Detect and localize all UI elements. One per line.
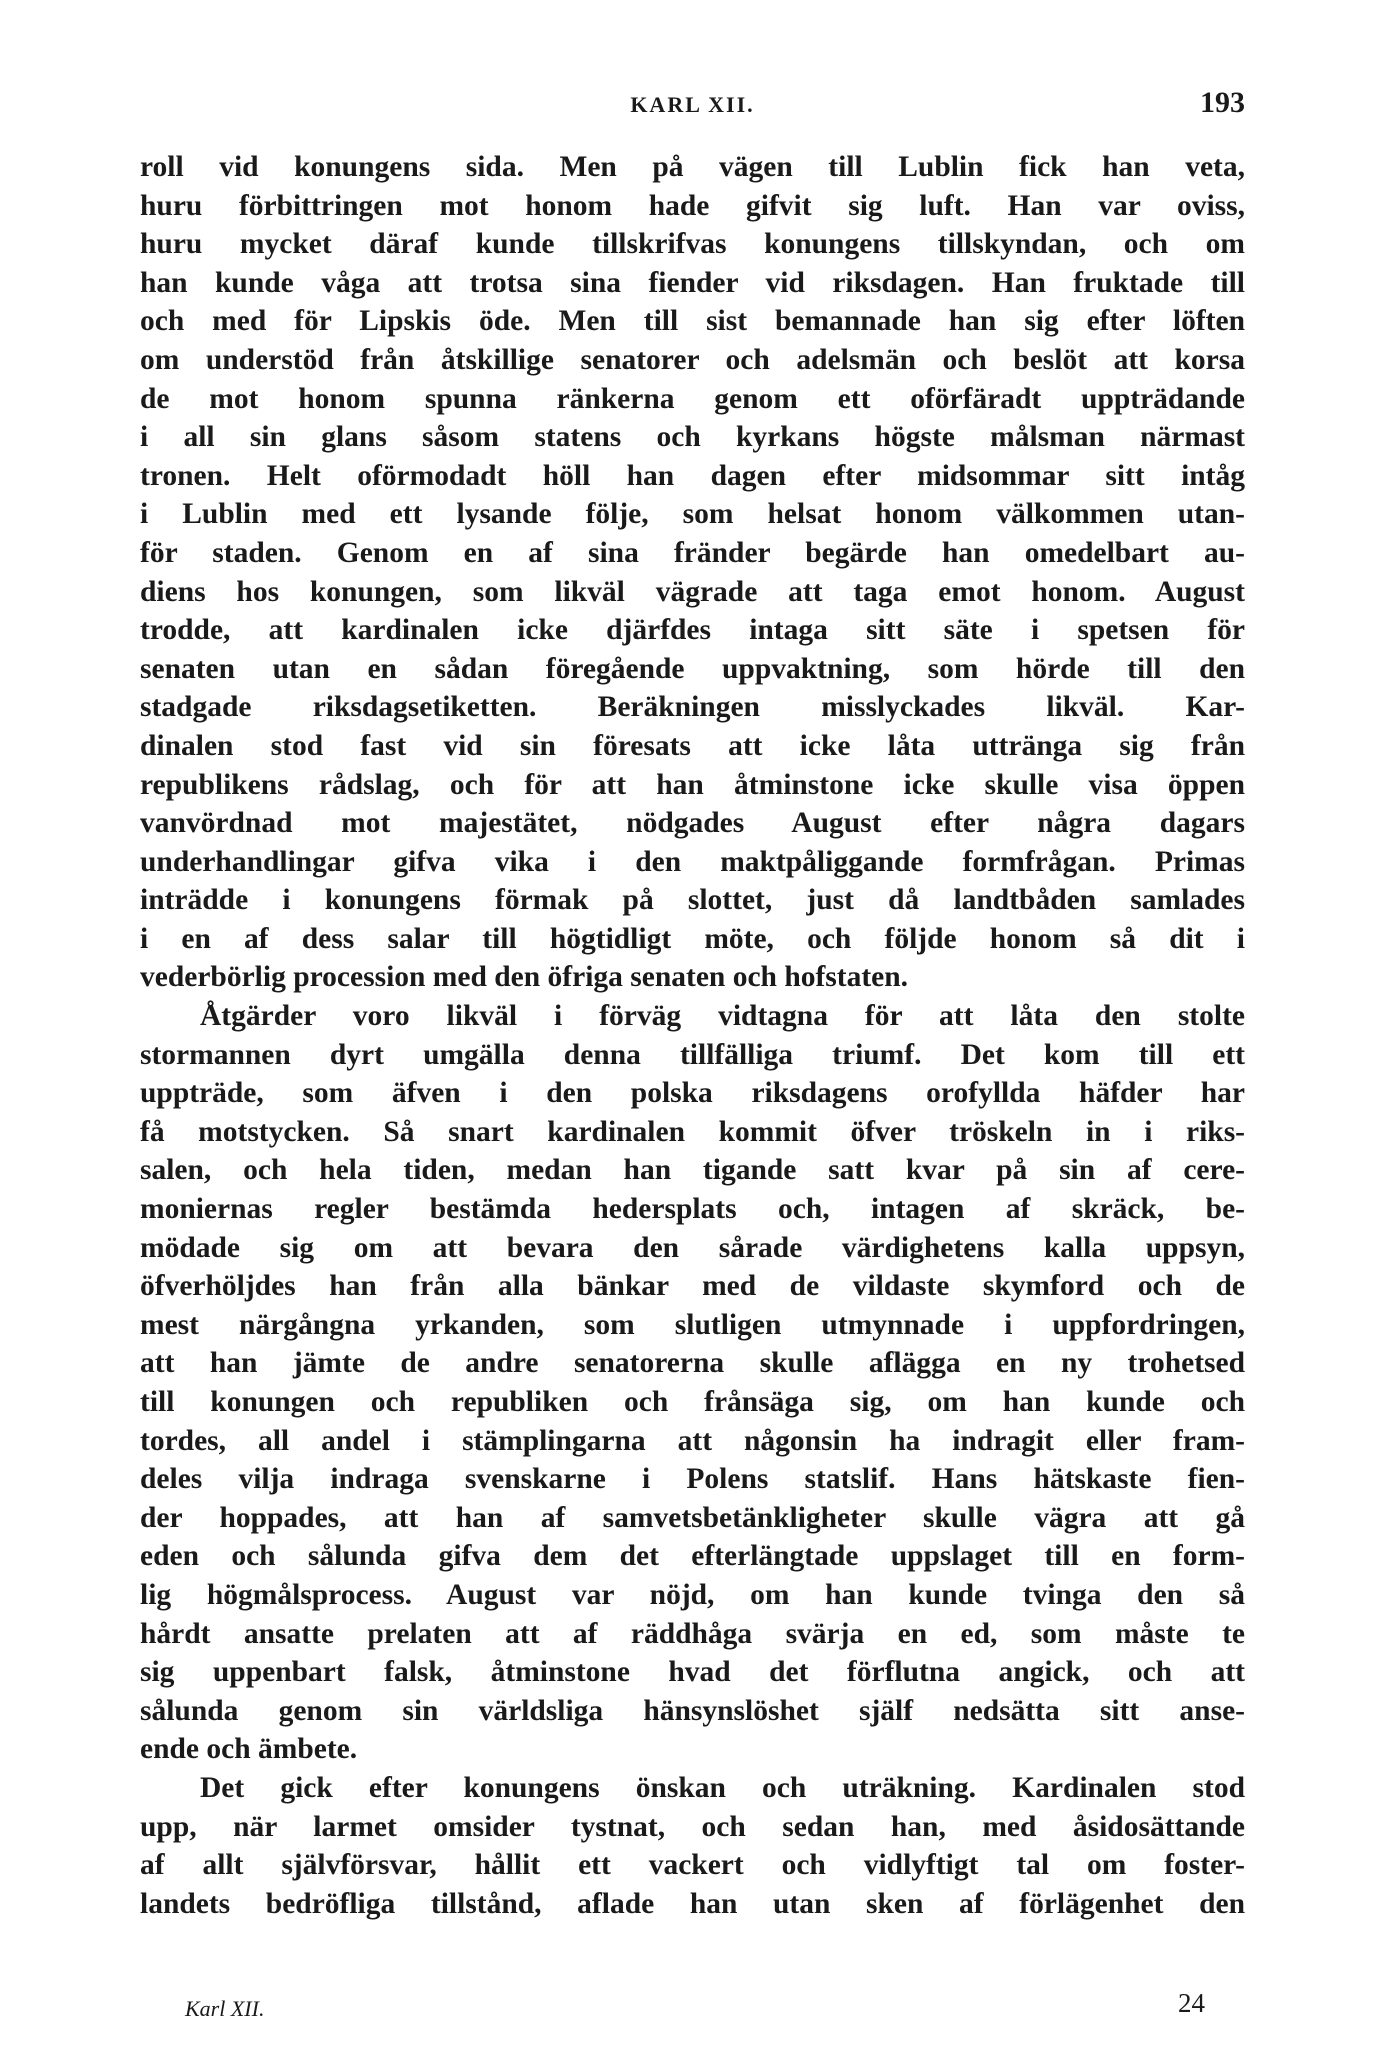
text-line: mödade sig om att bevara den sårade värdighetens kalla uppsyn,: [140, 1231, 1245, 1264]
text-line: ende och ämbete.: [140, 1733, 358, 1766]
text-line: de mot honom spunna ränkerna genom ett oförfäradt uppträdande: [140, 382, 1245, 415]
text-line: vederbörlig procession med den öfriga senaten och hofstaten.: [140, 961, 909, 994]
text-line: hårdt ansatte prelaten att af räddhåga svärja en ed, som måste te: [140, 1617, 1245, 1650]
text-line: tronen. Helt oförmodadt höll han dagen efter midsommar sitt intåg: [140, 459, 1245, 492]
text-line: lig högmålsprocess. August var nöjd, om han kunde tvinga den så: [140, 1578, 1245, 1611]
text-line: der hoppades, att han af samvetsbetänkligheter skulle vägra att gå: [140, 1501, 1245, 1534]
text-line: uppträde, som äfven i den polska riksdagens orofyllda häfder har: [140, 1077, 1245, 1110]
text-line: i en af dess salar till högtidligt möte, och följde honom så dit i: [140, 922, 1245, 955]
text-line: för staden. Genom en af sina fränder begärde han omedelbart au-: [140, 536, 1245, 569]
running-head: KARL XII.: [630, 92, 755, 117]
text-line: han kunde våga att trotsa sina fiender vid riksdagen. Han fruktade till: [140, 266, 1245, 299]
text-line: få motstycken. Så snart kardinalen kommit öfver tröskeln in i riks-: [140, 1115, 1245, 1148]
text-line: i Lublin med ett lysande följe, som helsat honom välkommen utan-: [140, 498, 1245, 531]
text-line: att han jämte de andre senatorerna skulle aflägga en ny trohetsed: [140, 1347, 1245, 1380]
text-line: moniernas regler bestämda hedersplats och, intagen af skräck, be-: [140, 1193, 1245, 1226]
page-header: [140, 86, 1245, 126]
text-line: sig uppenbart falsk, åtminstone hvad det förflutna angick, och att: [140, 1656, 1245, 1689]
text-line: underhandlingar gifva vika i den maktpåliggande formfrågan. Primas: [140, 845, 1245, 878]
text-line: diens hos konungen, som likväl vägrade att taga emot honom. August: [140, 575, 1245, 608]
text-line: tordes, all andel i stämplingarna att någonsin ha indragit eller fram-: [140, 1424, 1245, 1457]
text-line: mest närgångna yrkanden, som slutligen utmynnade i uppfordringen,: [140, 1308, 1245, 1341]
body-text: [140, 148, 1245, 1923]
text-line: Det gick efter konungens önskan och uträkning. Kardinalen stod: [200, 1771, 1245, 1804]
text-line: senaten utan en sådan föregående uppvaktning, som hörde till den: [140, 652, 1245, 685]
text-line: dinalen stod fast vid sin föresats att icke låta uttränga sig från: [140, 729, 1245, 762]
text-line: öfverhöljdes han från alla bänkar med de vildaste skymford och de: [140, 1270, 1245, 1303]
page-footer: [140, 1988, 1245, 2024]
text-line: stadgade riksdagsetiketten. Beräkningen misslyckades likväl. Kar-: [140, 691, 1245, 724]
text-line: Åtgärder voro likväl i förväg vidtagna för att låta den stolte: [200, 1000, 1245, 1033]
text-line: sålunda genom sin världsliga hänsynslöshet själf nedsätta sitt anse-: [140, 1694, 1245, 1727]
text-line: inträdde i konungens förmak på slottet, just då landtbåden samlades: [140, 884, 1245, 917]
text-line: huru förbittringen mot honom hade gifvit sig luft. Han var oviss,: [140, 189, 1245, 222]
text-line: salen, och hela tiden, medan han tigande satt kvar på sin af cere-: [140, 1154, 1245, 1187]
text-line: eden och sålunda gifva dem det efterlängtade uppslaget till en form-: [140, 1540, 1245, 1573]
text-line: deles vilja indraga svenskarne i Polens statslif. Hans hätskaste fien-: [140, 1463, 1245, 1496]
text-line: i all sin glans såsom statens och kyrkans högste målsman närmast: [140, 421, 1245, 454]
text-line: vanvördnad mot majestätet, nödgades August efter några dagars: [140, 807, 1245, 840]
text-line: om understöd från åtskillige senatorer och adelsmän och beslöt att korsa: [140, 343, 1245, 376]
text-line: landets bedröfliga tillstånd, aflade han utan sken af förlägenhet den: [140, 1887, 1245, 1920]
text-line: republikens rådslag, och för att han åtminstone icke skulle visa öppen: [140, 768, 1245, 801]
signature-title: Karl XII.: [185, 1996, 265, 2021]
text-line: stormannen dyrt umgälla denna tillfälliga triumf. Det kom till ett: [140, 1038, 1245, 1071]
text-line: och med för Lipskis öde. Men till sist bemannade han sig efter löften: [140, 305, 1245, 338]
signature-number: 24: [1178, 1988, 1205, 2018]
text-line: af allt självförsvar, hållit ett vackert och vidlyftigt tal om foster-: [140, 1849, 1245, 1882]
page-number: 193: [1200, 86, 1245, 119]
text-line: till konungen och republiken och frånsäga sig, om han kunde och: [140, 1386, 1245, 1418]
text-line: roll vid konungens sida. Men på vägen till Lublin fick han veta,: [140, 151, 1245, 183]
text-line: trodde, att kardinalen icke djärfdes intaga sitt säte i spetsen för: [140, 614, 1245, 647]
text-line: upp, när larmet omsider tystnat, och sedan han, med åsidosättande: [140, 1810, 1245, 1843]
text-line: huru mycket däraf kunde tillskrifvas konungens tillskyndan, och om: [140, 228, 1245, 261]
